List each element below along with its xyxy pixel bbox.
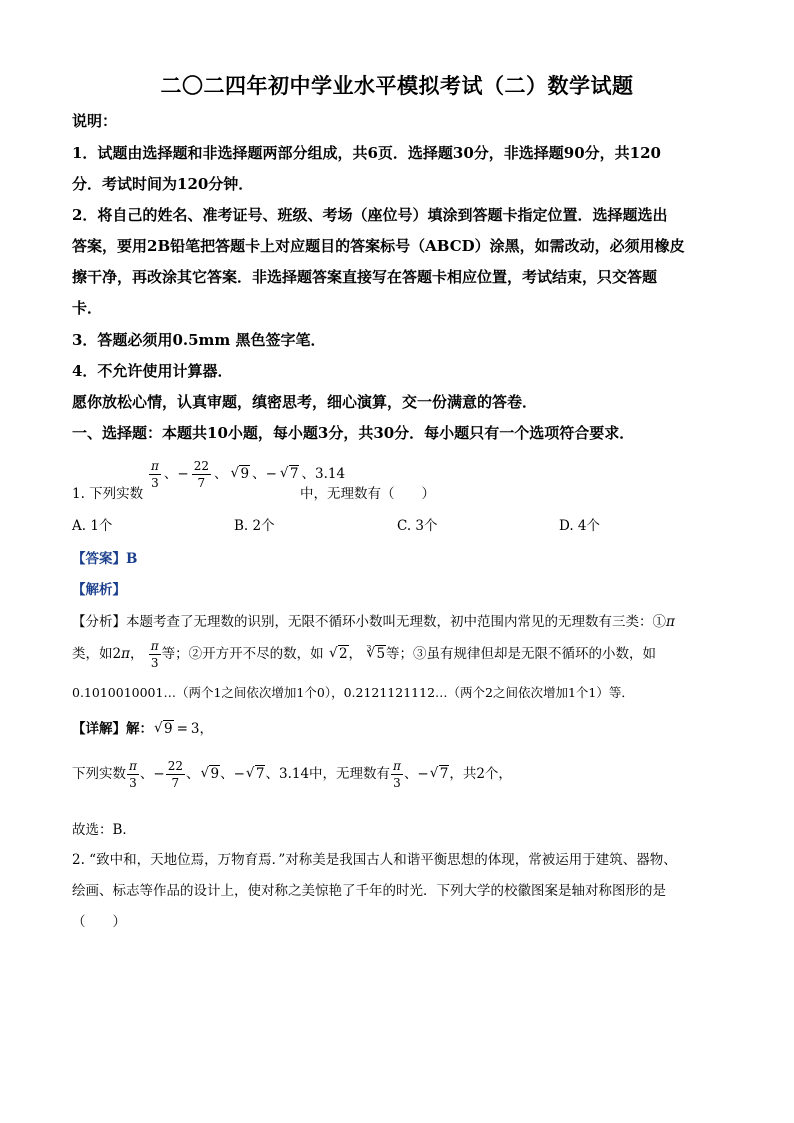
instruction-line: 答案，要用2B铅笔把答题卡上对应题目的答案标号（ABCD）涂黑，如需改动，必须用橡皮 xyxy=(72,237,685,255)
question-1-label: 1. 下列实数 xyxy=(72,486,144,502)
detail-line-1: 【详解】解：√ 9 = 3， xyxy=(72,717,213,737)
question-2-line-2: 绘画、标志等作品的设计上，使对称之美惊艳了千年的时光．下列大学的校徽图案是轴对称图形的是 xyxy=(72,883,666,899)
question-2-line-1: 2. “致中和，天地位焉，万物育焉．”对称美是我国古人和谐平衡思想的体现，常被运用于建筑、器物、 xyxy=(72,852,677,868)
analysis-line-1: 【分析】本题考查了无理数的识别，无限不循环小数叫无理数，初中范围内常见的无理数有三类：①π xyxy=(72,614,675,630)
instruction-line: 2．将自己的姓名、准考证号、班级、考场（座位号）填涂到答题卡指定位置．选择题选出 xyxy=(72,206,668,224)
option-a: A. 1个 xyxy=(72,518,113,534)
analysis-line-3: 0.1010010001…（两个1之间依次增加1个0），0.2121121112…（两个2之间依次增加1个1）等． xyxy=(72,685,634,700)
instruction-line: 卡． xyxy=(72,299,103,317)
option-d: D. 4个 xyxy=(559,518,601,534)
analysis-tag: 【解析】 xyxy=(72,582,126,598)
instruction-line: 擦干净，再改涂其它答案．非选择题答案直接写在答题卡相应位置，考试结束，只交答题 xyxy=(72,268,658,286)
option-b: B. 2个 xyxy=(234,518,275,534)
instruction-line: 4．不允许使用计算器． xyxy=(72,362,233,380)
analysis-line-2: 类，如2π， $\frac{\pi}{3}$ 等；②开方开不尽的数，如 √ 2， $^3$√ 5等；③虽有规律但却是无限不循环的小数，如 xyxy=(72,640,656,669)
section-heading: 一、选择题：本题共10小题，每小题3分，共30分．每小题只有一个选项符合要求． xyxy=(72,424,635,442)
question-1-tail: 中，无理数有（ ） xyxy=(300,486,435,502)
question-2-line-3: （ ） xyxy=(72,914,126,930)
instruction-line: 3．答题必须用0.5mm 黑色签字笔． xyxy=(72,331,326,349)
instruction-line: 愿你放松心情，认真审题，缜密思考，细心演算，交一份满意的答卷． xyxy=(72,393,538,411)
conclusion: 故选：B． xyxy=(72,822,136,838)
question-1-expression: $\frac{\pi}{3}$ 、− $\frac{22}{7}$ 、√ 9 、−√ 7 、3.14 xyxy=(148,460,347,489)
answer-tag: 【答案】B xyxy=(72,551,138,567)
page-title: 二〇二四年初中学业水平模拟考试（二）数学试题 xyxy=(160,73,634,98)
detail-line-2: 下列实数 $\frac{\pi}{3}$ 、− $\frac{22}{7}$ 、√ 9、−√ 7、3.14中，无理数有 $\frac{\pi}{3}$ 、−√ 7，共2个， xyxy=(72,760,512,789)
option-c: C. 3个 xyxy=(397,518,438,534)
instructions-heading: 说明： xyxy=(72,112,118,130)
instruction-line: 1．试题由选择题和非选择题两部分组成，共6页．选择题30分，非选择题90分，共120 xyxy=(72,144,661,162)
instruction-line: 分．考试时间为120分钟． xyxy=(72,175,254,193)
